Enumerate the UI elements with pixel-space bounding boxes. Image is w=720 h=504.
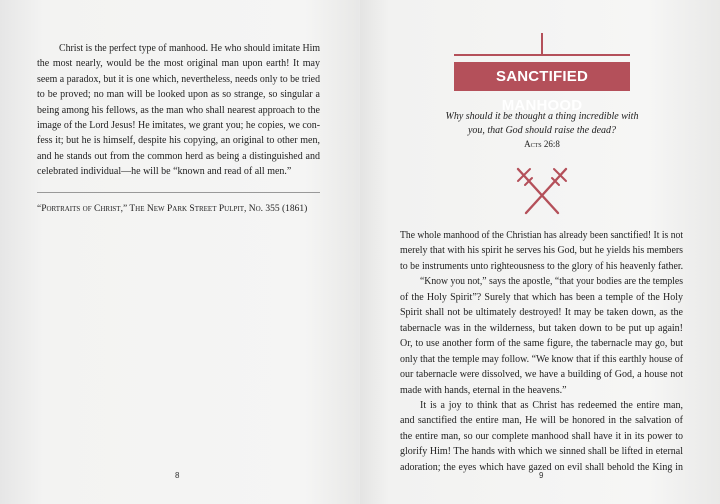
text-line: being among his fellows, as the man who shall nearest approach to the [37, 104, 320, 116]
epigraph-reference: Acts 26:8 [524, 139, 560, 149]
epigraph-line: Why should it be thought a thing incredible with [445, 111, 639, 122]
text-line: our tabernacle were dissolved, we have a building of God, a house not [400, 369, 683, 381]
text-line: fess it; but he is himself, despite his copying, an original to other men, [37, 135, 320, 147]
text-line: adoration; the eyes which have gazed on evil shall behold the King in [400, 461, 683, 473]
text-line: tabernacle was in the wilderness, but taken down to be put up again! [400, 322, 683, 334]
text-line: seem a paradox, but it is one which, nevertheless, needs only to be tried [37, 73, 320, 85]
text-line: The whole manhood of the Christian has already been sanctified! It is not [400, 230, 683, 241]
text-line: to be instruments unto righteousness to the glory of his heavenly father. [400, 260, 684, 272]
text-line: and sanctified the entire man, He will be honored in the salvation of [400, 415, 683, 427]
text-line: Spirit shall not be ultimately destroyed! It may be taken down, as the [400, 307, 683, 319]
title-ornament-rule [454, 54, 630, 56]
text-line: of the Holy Spirit”? Surely that which has been a temple of the Holy [400, 291, 683, 303]
epigraph-line: you, that God should raise the dead? [467, 125, 617, 136]
text-line: the most nearly, would be the most original man upon earth! It may [37, 58, 320, 70]
text-line: Or, to use another form of the same figure, the tabernacle may go, but [400, 338, 683, 350]
text-line: Christ is the perfect type of manhood. He who should imitate Him [59, 43, 320, 54]
page-number: 9 [539, 471, 544, 480]
text-line: merely that with his spirit he serves his God, but he yields his members [400, 245, 683, 257]
text-line: It is a joy to think that as Christ has redeemed the entire man, [420, 399, 683, 411]
text-line: celebrated individual—he will be “known and read of all men.” [37, 166, 292, 178]
page-number: 8 [175, 471, 180, 480]
epigraph [420, 110, 664, 150]
text-line: the entire man, so our complete manhood shall have it in its power to [400, 430, 683, 442]
divider [37, 192, 320, 193]
text-line: “Know you not,” says the apostle, “that your bodies are the temples [420, 276, 683, 288]
right-page [360, 0, 720, 504]
chapter-title: SANCTIFIED MANHOOD [454, 62, 630, 91]
citation: “Portraits of Christ,” The New Park Street Pulpit, No. 355 (1861) [37, 204, 308, 214]
text-line: glorify Him! The hands with which we sinned shall be lifted in eternal [400, 446, 683, 458]
text-line: made with hands, eternal in the heavens.” [400, 384, 567, 396]
left-page [0, 0, 359, 504]
text-line: and he stands out from the common herd as being a distinguished and [37, 150, 320, 162]
text-line: to be proved; no man will be looked upon as so strange, so singular a [37, 89, 320, 101]
crossed-swords-icon [514, 165, 570, 217]
title-ornament-line [541, 33, 543, 55]
text-line: image of the Lord Jesus! He imitates, we grant you; he copies, we con- [37, 120, 321, 131]
text-line: only that the temple may follow. “We know that if this earthly house of [400, 353, 683, 365]
